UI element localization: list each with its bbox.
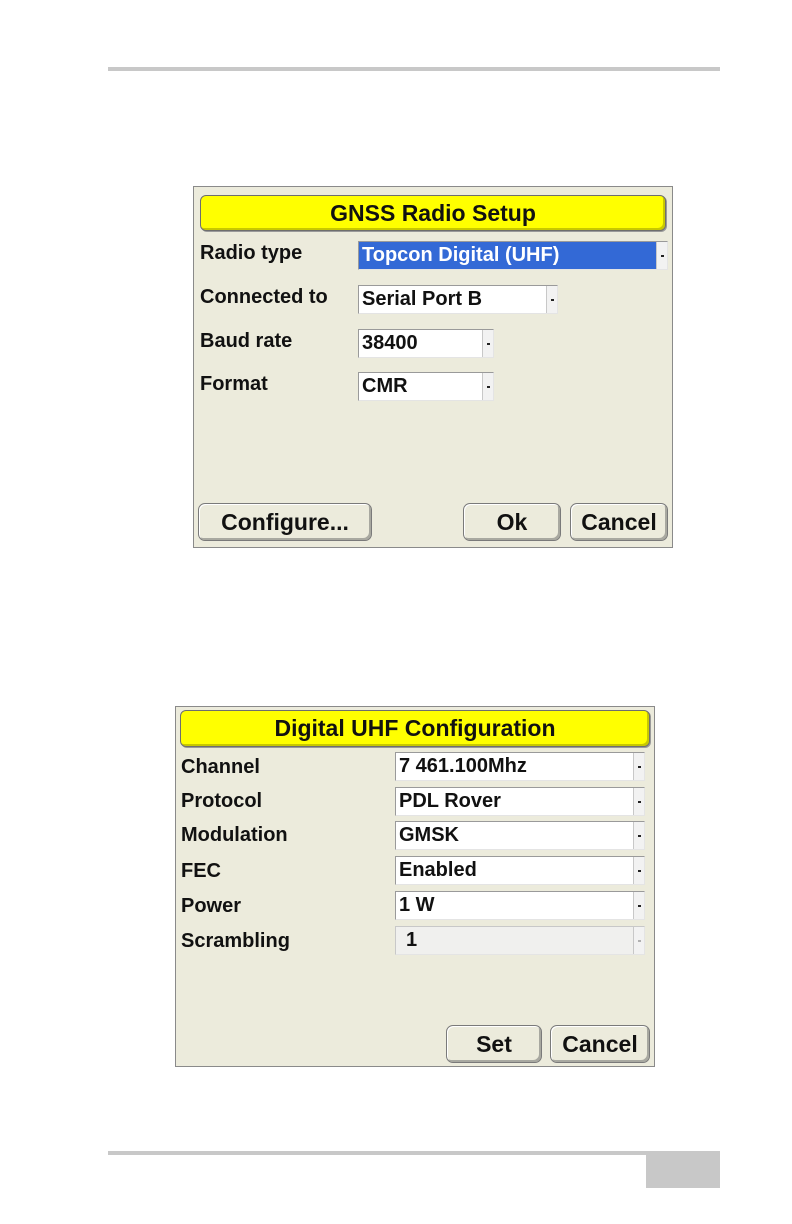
fec-label: FEC xyxy=(181,860,221,882)
dialog-title: Digital UHF Configuration xyxy=(180,710,650,747)
radio-type-value: Topcon Digital (UHF) xyxy=(362,244,560,266)
baud-rate-select[interactable] xyxy=(358,329,494,358)
chevron-down-icon xyxy=(633,927,644,954)
connected-to-select[interactable] xyxy=(358,285,558,314)
chevron-down-icon[interactable] xyxy=(633,753,644,780)
protocol-select[interactable] xyxy=(395,787,645,816)
channel-select[interactable] xyxy=(395,752,645,781)
dialog-title: GNSS Radio Setup xyxy=(200,195,666,231)
radio-type-select[interactable] xyxy=(358,241,668,270)
radio-type-label: Radio type xyxy=(200,242,303,264)
baud-rate-value: 38400 xyxy=(362,332,418,354)
channel-value: 7 461.100Mhz xyxy=(399,755,527,777)
baud-rate-label: Baud rate xyxy=(200,330,293,352)
fec-select[interactable] xyxy=(395,856,645,885)
connected-to-value: Serial Port B xyxy=(362,288,483,310)
scrambling-select xyxy=(395,926,645,955)
format-label: Format xyxy=(200,373,268,395)
power-label: Power xyxy=(181,895,242,917)
gnss-radio-setup-dialog xyxy=(193,186,673,548)
modulation-select[interactable] xyxy=(395,821,645,850)
connected-to-label: Connected to xyxy=(200,286,328,308)
power-value: 1 W xyxy=(399,894,435,916)
cancel-button[interactable]: Cancel xyxy=(570,503,668,541)
chevron-down-icon[interactable] xyxy=(546,286,557,313)
cancel-button[interactable]: Cancel xyxy=(550,1025,650,1063)
chevron-down-icon[interactable] xyxy=(482,373,493,400)
channel-label: Channel xyxy=(181,756,260,778)
power-select[interactable] xyxy=(395,891,645,920)
chevron-down-icon[interactable] xyxy=(633,788,644,815)
header-rule xyxy=(108,67,720,71)
chevron-down-icon[interactable] xyxy=(482,330,493,357)
modulation-label: Modulation xyxy=(181,824,288,846)
format-select[interactable] xyxy=(358,372,494,401)
format-value: CMR xyxy=(362,375,408,397)
set-button[interactable]: Set xyxy=(446,1025,542,1063)
chevron-down-icon[interactable] xyxy=(633,857,644,884)
fec-value: Enabled xyxy=(399,859,477,881)
chevron-down-icon[interactable] xyxy=(633,822,644,849)
scrambling-value: 1 xyxy=(406,929,418,951)
footer-rule xyxy=(108,1151,720,1155)
ok-button[interactable]: Ok xyxy=(463,503,561,541)
chevron-down-icon[interactable] xyxy=(633,892,644,919)
page-number-tab xyxy=(646,1152,720,1188)
protocol-label: Protocol xyxy=(181,790,263,812)
scrambling-label: Scrambling xyxy=(181,930,290,952)
protocol-value: PDL Rover xyxy=(399,790,501,812)
chevron-down-icon[interactable] xyxy=(656,242,667,269)
configure-button[interactable]: Configure... xyxy=(198,503,372,541)
modulation-value: GMSK xyxy=(399,824,459,846)
digital-uhf-configuration-dialog xyxy=(175,706,655,1067)
